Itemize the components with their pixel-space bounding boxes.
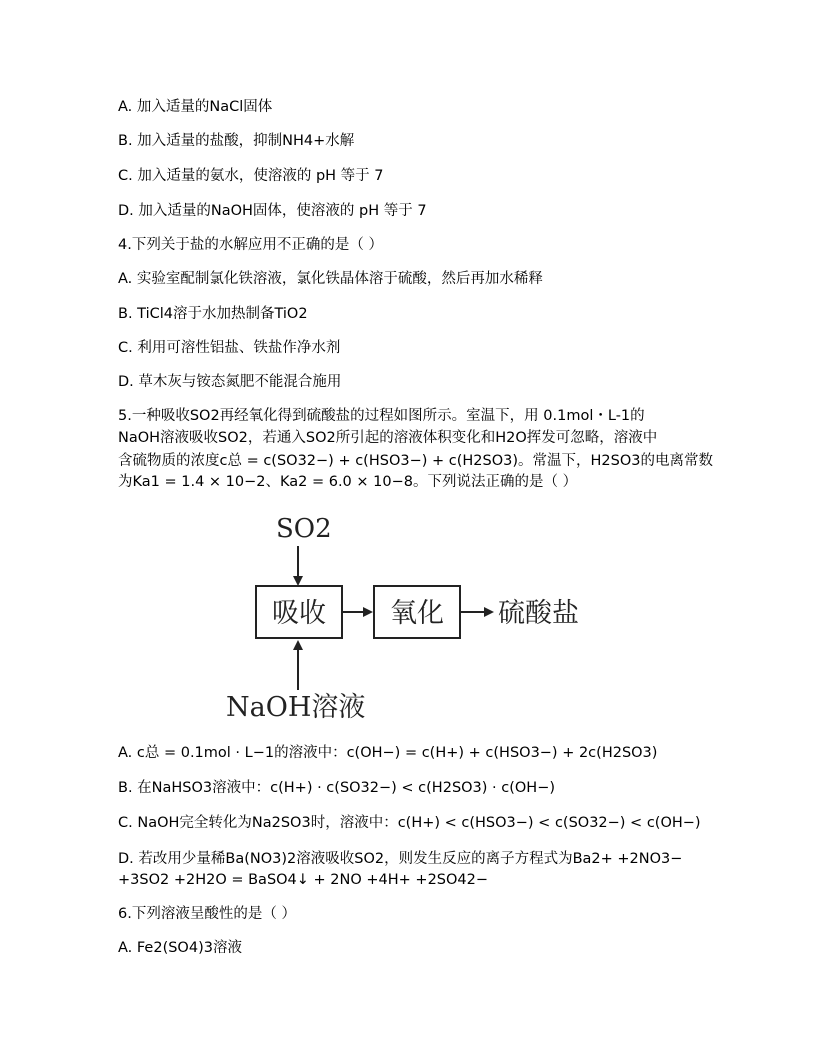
q5-option-d-line-1: D. 若改用少量稀Ba(NO3)2溶液吸收SO2，则发生反应的离子方程式为Ba2+ +2NO3− bbox=[118, 851, 683, 867]
q4-option-d: D. 草木灰与铵态氮肥不能混合施用 bbox=[118, 374, 342, 390]
q5-stem-line-3: 含硫物质的浓度c总 = c(SO32−) + c(HSO3−) + c(H2SO3)。常温下，H2SO3的电离常数 bbox=[118, 453, 713, 469]
q4-option-b: B. TiCl4溶于水加热制备TiO2 bbox=[118, 306, 308, 322]
q4-option-c: C. 利用可溶性铝盐、铁盐作净水剂 bbox=[118, 340, 341, 356]
q5-option-b: B. 在NaHSO3溶液中：c(H+) · c(SO32−) < c(H2SO3) · c(OH−) bbox=[118, 780, 556, 796]
q5-stem-line-1: 5.一种吸收SO2再经氧化得到硫酸盐的过程如图所示。室温下，用 0.1mol・L-1的 bbox=[118, 408, 645, 424]
q6-option-a: A. Fe2(SO4)3溶液 bbox=[118, 940, 242, 956]
q3-option-c: C. 加入适量的氨水，使溶液的 pH 等于 7 bbox=[118, 168, 384, 184]
q5-option-d-line-2: +3SO2 +2H2O = BaSO4↓ + 2NO +4H+ +2SO42− bbox=[118, 872, 489, 888]
sulfate-output-label: 硫酸盐 bbox=[498, 598, 579, 629]
q5-stem-line-4: 为Ka1 = 1.4 × 10−2、Ka2 = 6.0 × 10−8。下列说法正确的是（ ） bbox=[118, 474, 578, 490]
oxidize-box-label: 氧化 bbox=[390, 598, 444, 629]
q3-option-a: A. 加入适量的NaCl固体 bbox=[118, 99, 273, 115]
q4-option-a: A. 实验室配制氯化铁溶液，氯化铁晶体溶于硫酸，然后再加水稀释 bbox=[118, 271, 543, 287]
absorb-box-label: 吸收 bbox=[272, 598, 326, 629]
so2-input-label: SO2 bbox=[276, 514, 332, 544]
q3-option-d: D. 加入适量的NaOH固体，使溶液的 pH 等于 7 bbox=[118, 203, 427, 219]
naoh-input-label: NaOH溶液 bbox=[226, 692, 366, 723]
q3-option-b: B. 加入适量的盐酸，抑制NH4+水解 bbox=[118, 133, 355, 149]
q5-option-a: A. c总 = 0.1mol · L−1的溶液中：c(OH−) = c(H+) + c(HSO3−) + 2c(H2SO3) bbox=[118, 745, 658, 761]
q5-stem-line-2: NaOH溶液吸收SO2，若通入SO2所引起的溶液体积变化和H2O挥发可忽略，溶液中 bbox=[118, 430, 658, 446]
q4-stem: 4.下列关于盐的水解应用不正确的是（ ） bbox=[118, 237, 383, 253]
q5-option-c: C. NaOH完全转化为Na2SO3时，溶液中：c(H+) < c(HSO3−) < c(SO32−) < c(OH−) bbox=[118, 815, 701, 831]
q6-stem: 6.下列溶液呈酸性的是（ ） bbox=[118, 906, 296, 922]
